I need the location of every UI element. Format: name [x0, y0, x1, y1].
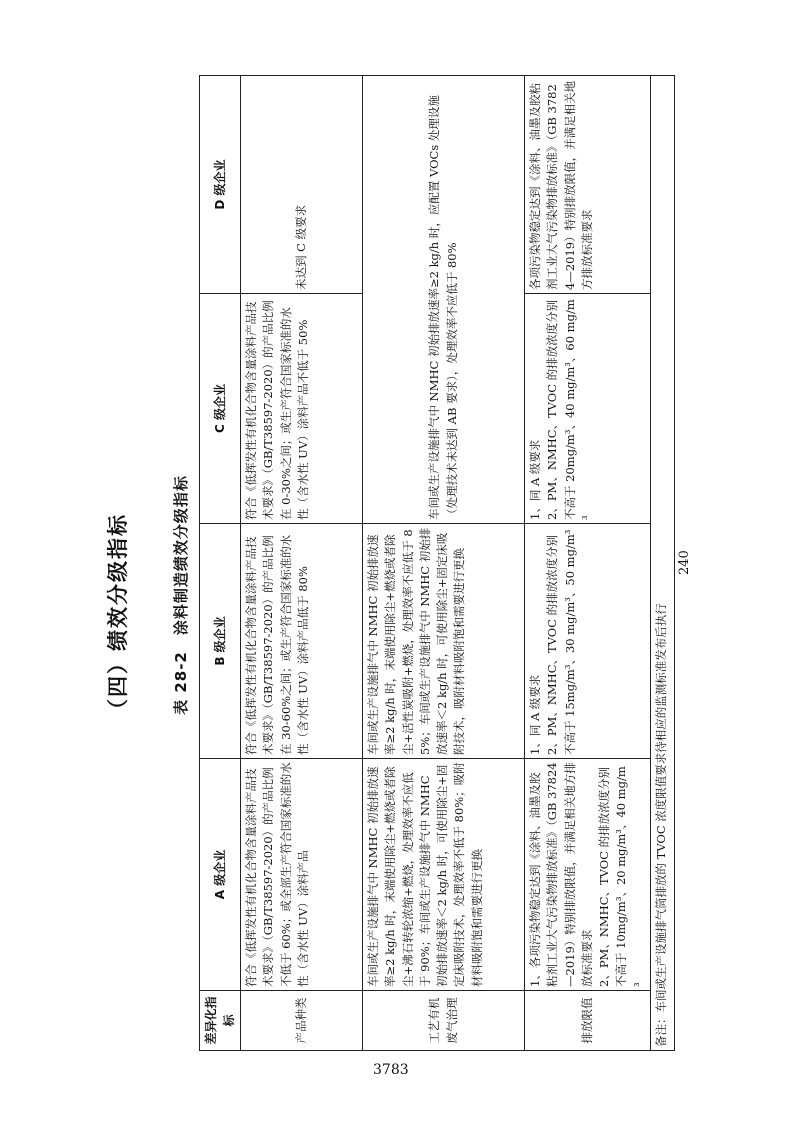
table-row [363, 76, 525, 1051]
header-indicator: 差异化指标 [200, 991, 241, 1051]
grade-a-cell: 符合《低挥发性有机化合物含量涂料产品技术要求》（GB/T38597-2020）的产品比例不低于 60%；或全部生产符合国家标准的水性（含水性 UV）涂料产品 [241, 759, 363, 991]
grade-cd-cell: 车间或生产设施排气中 NMHC 初始排放速率≥2 kg/h 时，应配置 VOCs 处理设施（处理技术未达到 AB 要求），处理效率不应低于 80% [363, 76, 525, 524]
table-header-row [200, 76, 241, 1051]
indicator-cell: 产品种类 [241, 991, 363, 1051]
list-item: 2、PM、NMHC、TVOC 的排放浓度分别不高于 20mg/m³、40 mg/m³、60 mg/m³ [545, 299, 594, 520]
page-number-outer: 3783 [373, 1062, 409, 1078]
table-note: 备注：车间或生产设施排气筒排放的 TVOC 浓度限值要求待相应的监测标准发布后执行 [650, 76, 674, 1051]
grade-d-cell: 各项污染物稳定达到《涂料、油墨及胶粘剂工业大气污染物排放标准》（GB 37824—2019）特别排放限值，并满足相关地方排放标准要求 [525, 76, 651, 294]
header-grade-c: C 级企业 [200, 294, 241, 524]
header-grade-b: B 级企业 [200, 524, 241, 759]
page-number-inner: 240 [677, 550, 692, 575]
grade-b-cell: 车间或生产设施排气中 NMHC 初始排放速率≥2 kg/h 时，末端使用除尘+燃烧或者除尘+活性炭吸附+燃烧，处理效率不应低于 85%；车间或生产设施排气中 NMHC 初始排放速率＜2 kg/h 时，可使用除尘+固定床吸附技术，吸附材料吸附饱和需要进行更换 [363, 524, 525, 759]
section-heading: （四）绩效分级指标 [106, 513, 130, 720]
table-caption: 表 28-2 涂料制造绩效分级指标 [172, 475, 190, 715]
list-item: 2、PM、NMHC、TVOC 的排放浓度分别不高于 10mg/m³、20 mg/m³、40 mg/m³ [597, 766, 646, 987]
grade-b-cell: 符合《低挥发性有机化合物含量涂料产品技术要求》（GB/T38597-2020）的产品比例在 30-60%之间；或生产符合国家标准的水性（含水性 UV）涂料产品低于 80% [241, 524, 363, 759]
list-item: 1、同 A 级要求 [528, 674, 542, 755]
grade-a-cell: 车间或生产设施排气中 NMHC 初始排放速率≥2 kg/h 时，末端使用除尘+燃烧或者除尘+沸石转轮浓缩+燃烧，处理效率不应低于 90%；车间或生产设施排气中 NMHC 初始排放速率＜2 kg/h 时，可使用除尘+固定床吸附技术，处理效率不低于 80%；吸附材料吸附饱和需要进行更换 [363, 759, 525, 991]
indicator-cell: 排放限值 [525, 991, 651, 1051]
header-grade-a: A 级企业 [200, 759, 241, 991]
table-row [525, 76, 651, 1051]
indicator-cell: 工艺有机废气治理 [363, 991, 525, 1051]
grade-d-cell: 未达到 C 级要求 [241, 76, 363, 294]
list-item: 2、PM、NMHC、TVOC 的排放浓度分别不高于 15mg/m³、30 mg/m³、50 mg/m³ [545, 529, 577, 755]
grade-b-cell [525, 524, 651, 759]
grade-a-cell [525, 759, 651, 991]
table-row [241, 76, 363, 1051]
grade-c-cell [525, 294, 651, 524]
list-item: 1、同 A 级要求 [528, 439, 542, 520]
grading-table [199, 75, 675, 1051]
table-note-row [650, 76, 674, 1051]
grade-c-cell: 符合《低挥发性有机化合物含量涂料产品技术要求》（GB/T38597-2020）的产品比例在 0-30%之间；或生产符合国家标准的水性（含水性 UV）涂料产品不低于 50% [241, 294, 363, 524]
grading-table-container [199, 75, 675, 1051]
list-item: 1、各项污染物稳定达到《涂料、油墨及胶粘剂工业大气污染物排放标准》（GB 37824—2019）特别排放限值，并满足相关地方排放标准要求 [528, 762, 594, 987]
header-grade-d: D 级企业 [200, 76, 241, 294]
